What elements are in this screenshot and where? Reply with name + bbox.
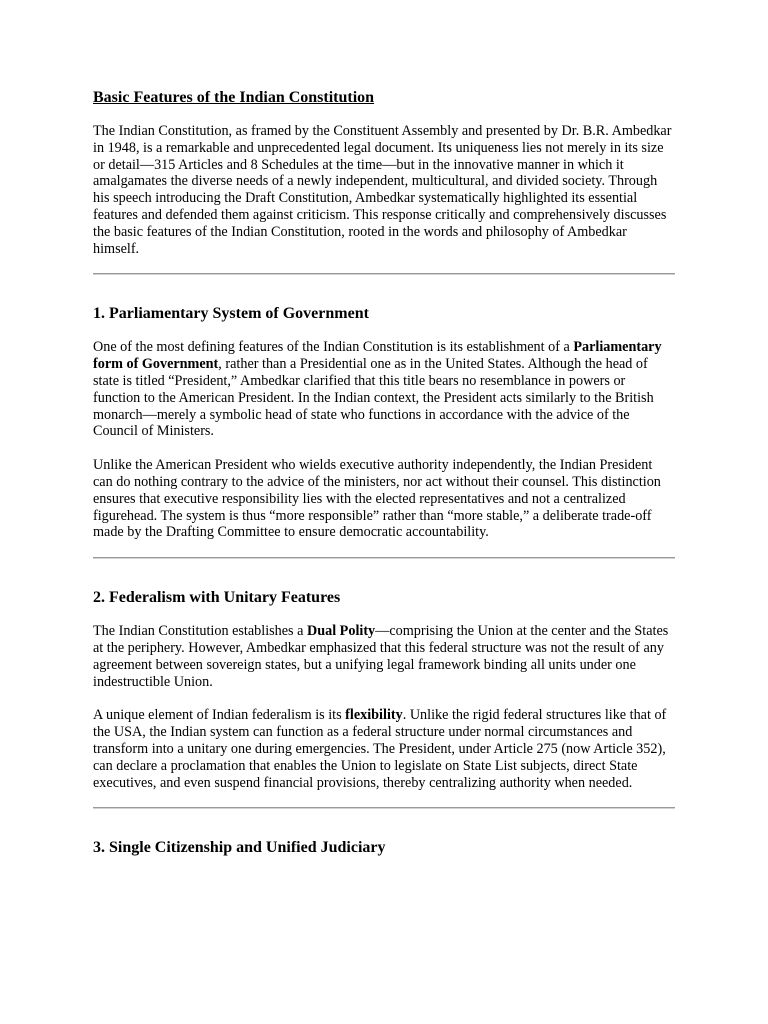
section-2-p1-text-before: The Indian Constitution establishes a (93, 623, 307, 640)
section-1-p1-text-after: , rather than a Presidential one as in the United States. Although the head of state is titled “President,” Ambedkar clarified that this title bears no resemblance in powers or function to the American President. In the Indian context, the President acts similarly to the British monarch—merely a symbolic head of state who functions in accordance with the advice of the Council of Ministers. (93, 356, 654, 440)
section-heading-parliamentary-system: 1. Parliamentary System of Government (93, 305, 369, 323)
section-2-paragraph-2 (93, 707, 675, 791)
section-1-p1-bold: Parliamentary form of Government (93, 339, 662, 373)
section-heading-single-citizenship: 3. Single Citizenship and Unified Judiciary (93, 839, 386, 857)
horizontal-rule (93, 273, 675, 275)
section-2-p1-text-after: —comprising the Union at the center and the States at the periphery. However, Ambedkar emphasized that this federal structure was not the result of any agreement between sovereign states, but a unifying legal framework binding all units under one indestructible Union. (93, 623, 669, 690)
horizontal-rule (93, 557, 675, 559)
section-2-p2-text-after: . Unlike the rigid federal structures like that of the USA, the Indian system can function as a federal structure under normal circumstances and transform into a unitary one during emergencies. The President, under Article 275 (now Article 352), can declare a proclamation that enables the Union to legislate on State List subjects, direct State executives, and even suspend financial provisions, thereby centralizing authority when needed. (93, 707, 667, 791)
section-1-paragraph-1 (93, 339, 675, 440)
section-heading-federalism: 2. Federalism with Unitary Features (93, 589, 341, 607)
document-page (93, 88, 675, 858)
section-2-p1-bold: Dual Polity (306, 623, 376, 640)
section-2-paragraph-1 (93, 623, 675, 690)
section-1-p1-text-before: One of the most defining features of the Indian Constitution is its establishment of a (93, 339, 574, 356)
intro-paragraph: The Indian Constitution, as framed by the Constituent Assembly and presented by Dr. B.R. Ambedkar in 1948, is a remarkable and unprecedented legal document. Its uniqueness lies not merely in its size or detail—315 Articles and 8 Schedules at the time—but in the innovative manner in which it amalgamates the diverse needs of a newly independent, multicultural, and divided society. Through his speech introducing the Draft Constitution, Ambedkar systematically highlighted its essential features and defended them against criticism. This response critically and comprehensively discusses the basic features of the Indian Constitution, rooted in the words and philosophy of Ambedkar himself. (93, 123, 672, 257)
section-1-paragraph-2: Unlike the American President who wields executive authority independently, the Indian President can do nothing contrary to the advice of the ministers, nor act without their counsel. This distinction ensures that executive responsibility lies with the elected representatives and not a centralized figurehead. The system is thus “more responsible” rather than “more stable,” a deliberate trade-off made by the Drafting Committee to ensure democratic accountability. (93, 457, 661, 541)
horizontal-rule (93, 807, 675, 809)
document-title: Basic Features of the Indian Constitution (93, 89, 375, 106)
section-2-p2-text-before: A unique element of Indian federalism is its (93, 707, 346, 724)
section-2-p2-bold: flexibility (345, 707, 403, 724)
